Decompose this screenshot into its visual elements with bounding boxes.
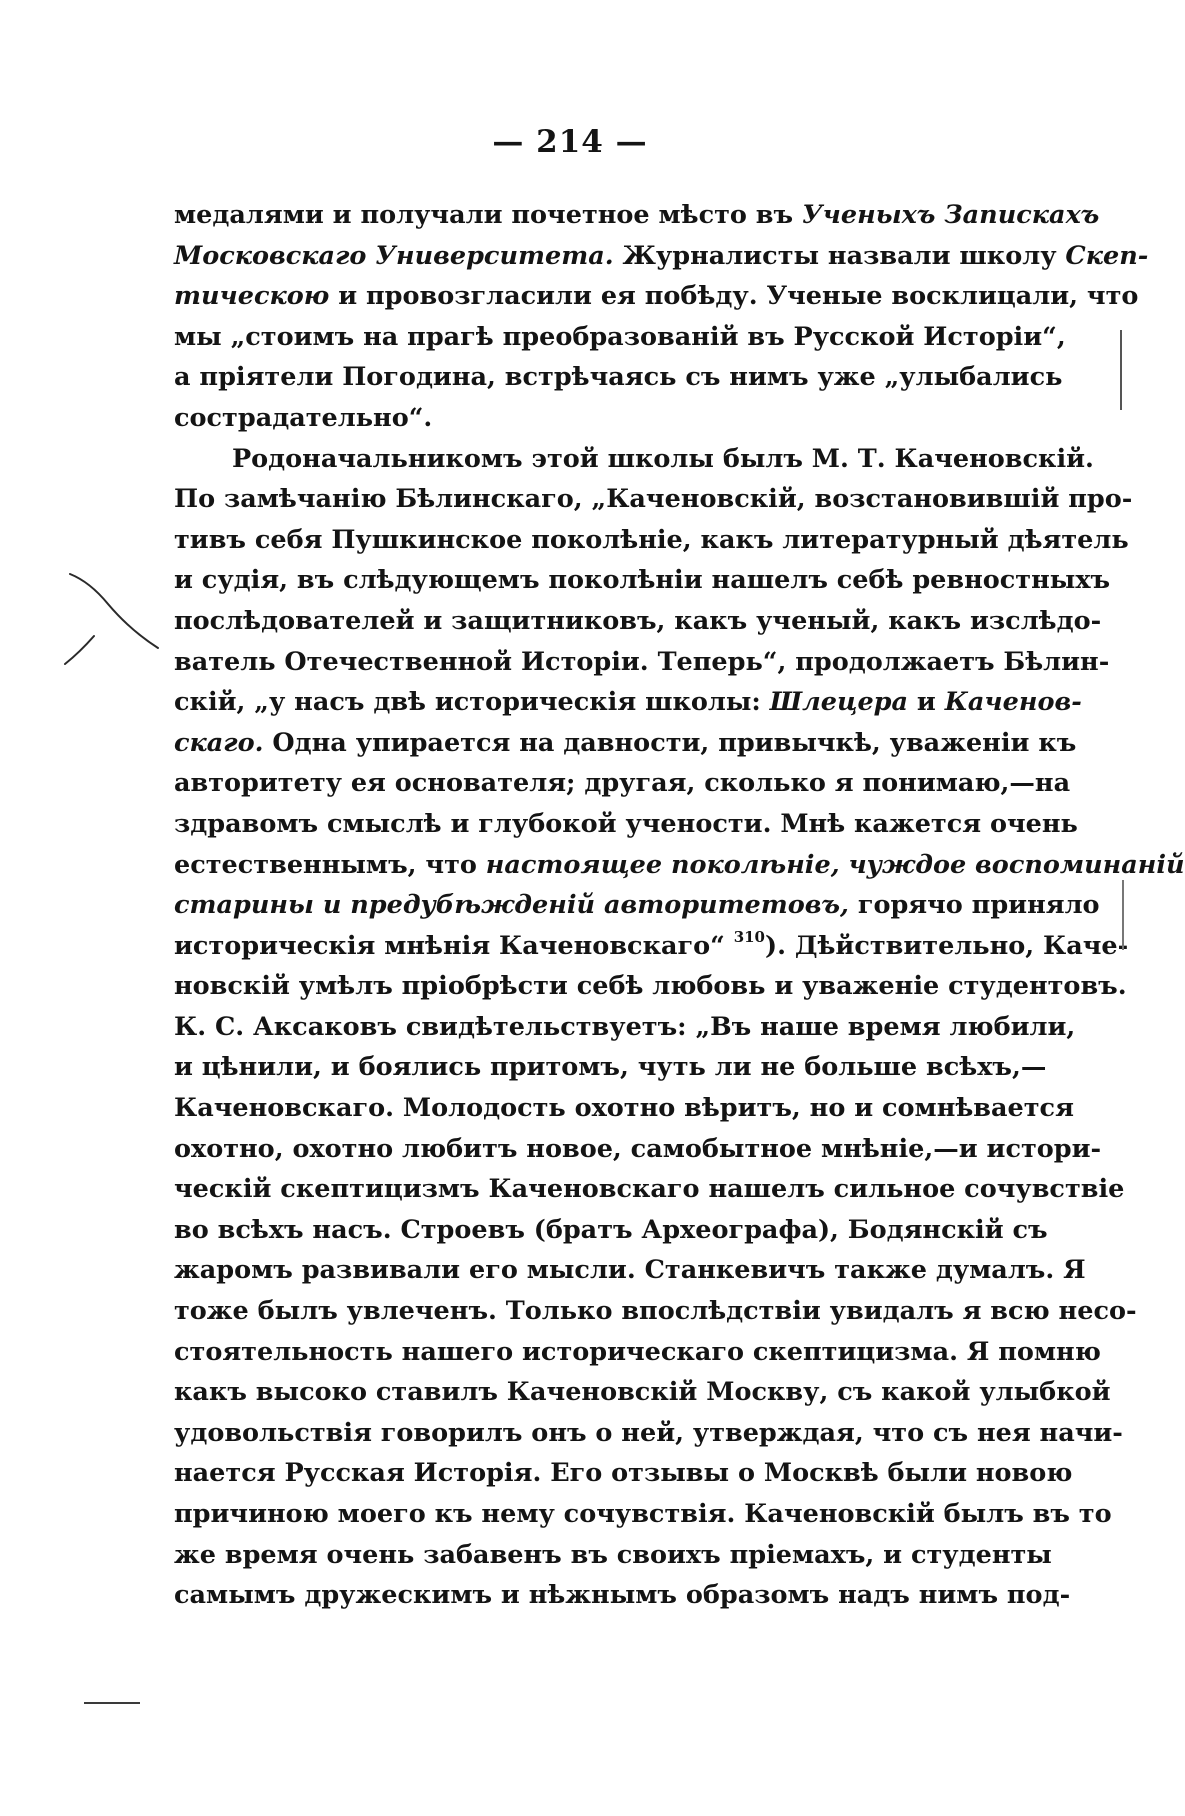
text-line: К. С. Аксаковъ свидѣтельствуетъ: „Въ наше время любили, bbox=[174, 1011, 1076, 1042]
text-line: и цѣнили, и боялись притомъ, чуть ли не больше всѣхъ,— bbox=[174, 1052, 1047, 1083]
text-line: и судія, въ слѣдующемъ поколѣніи нашелъ себѣ ревностныхъ bbox=[174, 565, 1111, 596]
text-line: тоже былъ увлеченъ. Только впослѣдствіи увидалъ я всю несо- bbox=[174, 1296, 1137, 1327]
paragraph-start-line: Родоначальникомъ этой школы былъ М. Т. Каченовскій. bbox=[232, 443, 1094, 474]
italic-title: Ученыхъ Запискахъ bbox=[801, 200, 1100, 230]
text-line bbox=[174, 195, 1100, 236]
italic-name: Шлецера bbox=[769, 687, 909, 718]
text-line: во всѣхъ насъ. Строевъ (братъ Археографа), Бодянскій съ bbox=[174, 1214, 1048, 1245]
text-line bbox=[174, 926, 1129, 967]
text-segment: горячо приняло bbox=[848, 890, 1100, 921]
text-line: послѣдователей и защитниковъ, какъ ученый, какъ изслѣдо- bbox=[174, 605, 1102, 636]
text-segment: Журналисты назвали школу bbox=[613, 240, 1066, 271]
italic-title: Московскаго Университета. bbox=[174, 240, 614, 271]
text-line: а пріятели Погодина, встрѣчаясь съ нимъ уже „улыбались bbox=[174, 362, 1063, 393]
text-line bbox=[174, 723, 1077, 764]
text-segment: скій, „у насъ двѣ историческія школы: bbox=[174, 687, 770, 718]
text-line: стоятельность нашего историческаго скептицизма. Я помню bbox=[174, 1336, 1101, 1367]
text-line: жаромъ развивали его мысли. Станкевичъ также думалъ. Я bbox=[174, 1255, 1086, 1286]
text-line: авторитету ея основателя; другая, сколько я понимаю,—на bbox=[174, 768, 1071, 799]
text-line: какъ высоко ставилъ Каченовскій Москву, съ какой улыбкой bbox=[174, 1377, 1111, 1408]
text-line: удовольствія говорилъ онъ о ней, утверждая, что съ нея начи- bbox=[174, 1417, 1123, 1448]
text-line: мы „стоимъ на прагѣ преобразованій въ Русской Исторіи“, bbox=[174, 321, 1066, 352]
text-line: По замѣчанію Бѣлинскаго, „Каченовскій, возстановившій про- bbox=[174, 484, 1133, 515]
text-line bbox=[174, 236, 1149, 277]
scan-edge-artifact bbox=[1118, 330, 1124, 410]
margin-rule-mark bbox=[82, 1700, 142, 1706]
text-segment: естественнымъ, что bbox=[174, 849, 486, 880]
text-line: же время очень забавенъ въ своихъ пріемахъ, и студенты bbox=[174, 1539, 1052, 1570]
text-line: причиною моего къ нему сочувствія. Каченовскій былъ въ то bbox=[174, 1499, 1112, 1529]
text-line: ческій скептицизмъ Каченовскаго нашелъ сильное сочувствіе bbox=[174, 1174, 1125, 1205]
text-segment: Одна упирается на давности, привычкѣ, уваженіи къ bbox=[263, 727, 1077, 758]
text-line: нается Русская Исторія. Его отзывы о Москвѣ были новою bbox=[174, 1458, 1073, 1489]
text-line: здравомъ смыслѣ и глубокой учености. Мнѣ кажется очень bbox=[174, 808, 1078, 839]
text-segment: медалями и получали почетное мѣсто въ bbox=[174, 200, 802, 230]
page-number: — 214 — bbox=[492, 124, 648, 160]
footnote-ref: 310 bbox=[733, 927, 765, 946]
text-line: Каченовскаго. Молодость охотно вѣритъ, но и сомнѣвается bbox=[174, 1093, 1074, 1124]
text-line: новскій умѣлъ пріобрѣсти себѣ любовь и уваженіе студентовъ. bbox=[174, 971, 1127, 1002]
margin-pencil-mark bbox=[20, 560, 160, 670]
text-line: самымъ дружескимъ и нѣжнымъ образомъ надъ нимъ под- bbox=[174, 1580, 1071, 1611]
italic-quote: старины и предубѣжденій авторитетовъ, bbox=[174, 890, 849, 921]
text-line: сострадательно“. bbox=[174, 402, 433, 433]
text-line bbox=[174, 276, 1139, 317]
text-line: ватель Отечественной Исторіи. Теперь“, продолжаетъ Бѣлин- bbox=[174, 646, 1110, 677]
text-line bbox=[174, 845, 1185, 886]
scan-edge-artifact bbox=[1120, 880, 1126, 950]
text-line: тивъ себя Пушкинское поколѣніе, какъ литературный дѣятель bbox=[174, 524, 1129, 555]
text-line bbox=[174, 682, 1082, 723]
body-text bbox=[174, 195, 1185, 1616]
text-segment: и bbox=[908, 687, 945, 718]
text-segment: и провозгласили ея побѣду. Ученые восклицали, что bbox=[329, 281, 1139, 312]
italic-term: Скеп- bbox=[1065, 240, 1149, 271]
italic-name: скаго. bbox=[174, 727, 264, 758]
italic-name: Каченов- bbox=[944, 687, 1082, 718]
italic-quote: настоящее поколѣніе, чуждое воспоминаній bbox=[485, 849, 1185, 880]
italic-term: тическою bbox=[174, 281, 330, 312]
text-line: охотно, охотно любитъ новое, самобытное мнѣніе,—и истори- bbox=[174, 1133, 1102, 1164]
text-segment: ). Дѣйствительно, Каче- bbox=[765, 930, 1129, 961]
text-line bbox=[174, 885, 1100, 926]
text-segment: историческія мнѣнія Каченовскаго“ bbox=[174, 930, 734, 961]
